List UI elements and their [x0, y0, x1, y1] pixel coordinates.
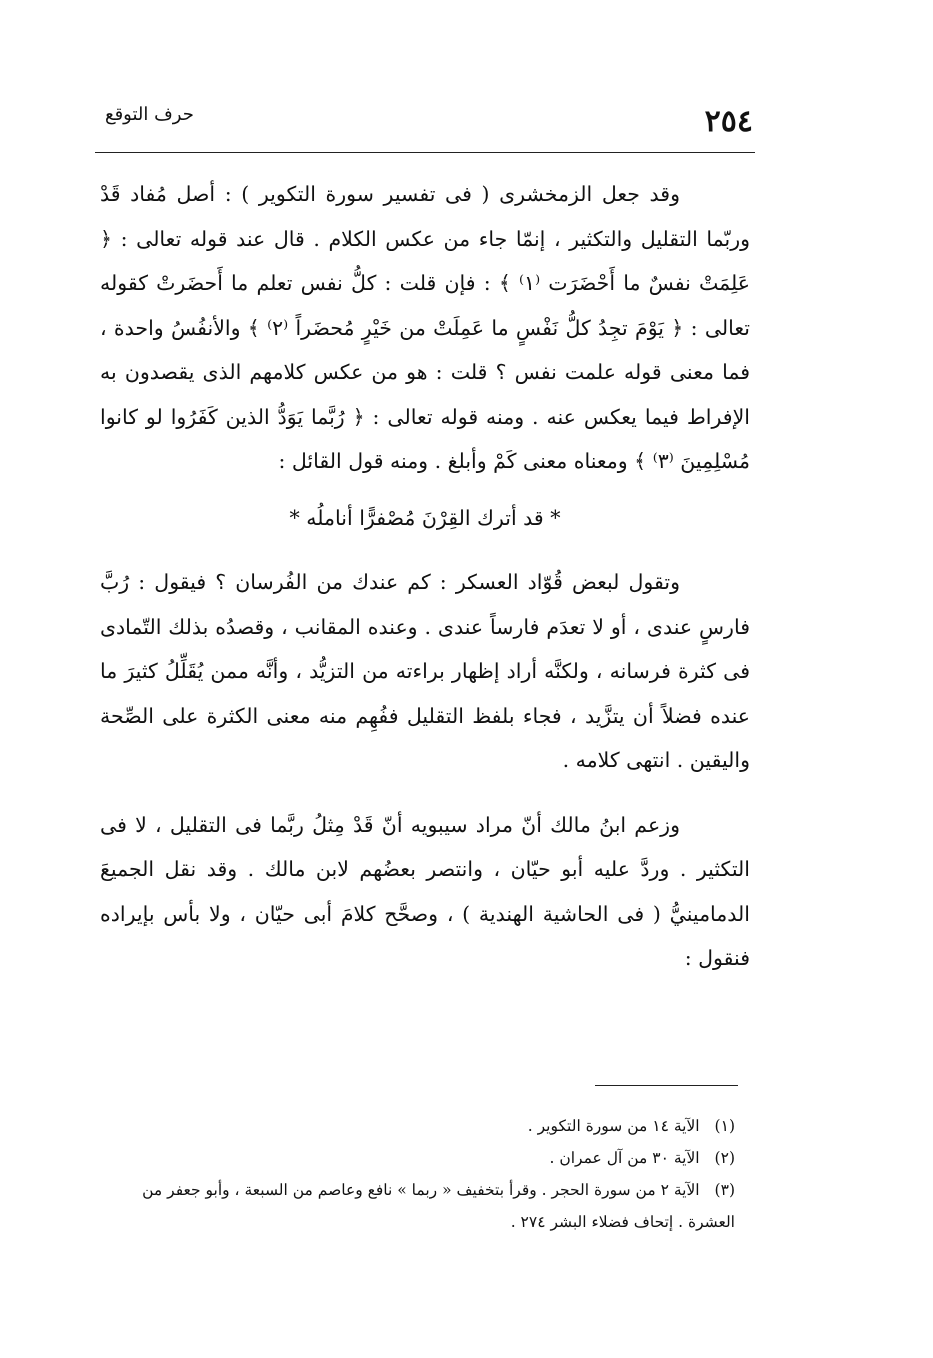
header-rule — [95, 152, 755, 153]
paragraph-1: وقد جعل الزمخشرى ( فى تفسير سورة التكوير ) : أصل مُفاد قَدْ وربّما التقليل والتكثير ، إنمّا جاء من عكس الكلام . قال عند قوله تعالى : ﴿ عَلِمَتْ نفسٌ ما أَحْضَرَت ⁽١⁾ ﴾ : فإن قلت : كلُّ نفس تعلم ما أَحضَرتْ كقوله تعالى : ﴿ يَوْمَ تجِدُ كلُّ نَفْسٍ ما عَمِلَتْ من خَيْرٍ مُحضَراً ⁽٢⁾ ﴾ والأنفُسُ واحدة ، فما معنى قوله علمت نفس ؟ قلت : هو من عكس كلامهم الذى يقصدون به الإفراط فيما يعكس عنه . ومنه قوله تعالى : ﴿ رُبَّما يَوَدُّ الذين كَفَرُوا لو كانوا مُسْلِمِينَ ⁽٣⁾ ﴾ ومعناه معنى كَمْ وأبلغ . ومنه قول القائل : — [100, 182, 750, 473]
footnote-text: الآية ٢ من سورة الحجر . وقرأ بتخفيف « ربما » نافع وعاصم من السبعة ، وأبو جعفر من العشرة . إتحاف فضلاء البشر ٢٧٤ . — [142, 1181, 735, 1231]
main-text — [100, 172, 750, 981]
footnote-1 — [95, 1110, 735, 1142]
footnote-text: الآية ١٤ من سورة التكوير . — [527, 1117, 700, 1135]
paragraph-3: وزعم ابنُ مالك أنّ مراد سيبويه أنّ قَدْ مِثلُ ربَّما فى التقليل ، لا فى التكثير . وردَّ عليه أبو حيّان ، وانتصر بعضُهم لابن مالك . وقد نقل الجميعَ الدمامينيُّ ( فى الحاشية الهندية ) ، وصحَّح كلامَ أبى حيّان ، ولا بأس بإيراده فنقول : — [100, 812, 750, 970]
footnote-2 — [95, 1142, 735, 1174]
footnote-text: الآية ٣٠ من آل عمران . — [549, 1149, 700, 1167]
running-head: حرف التوقع — [105, 104, 194, 125]
footnote-number: (٣) — [714, 1181, 735, 1199]
page-header — [95, 98, 753, 148]
footnote-3 — [95, 1174, 735, 1238]
footnote-rule — [595, 1085, 738, 1086]
verse-quote: * قد أترك القِرْنَ مُصْفرًّا أناملُه * — [289, 505, 561, 530]
page-number: ٢٥٤ — [704, 104, 753, 139]
footnote-number: (٢) — [714, 1149, 735, 1167]
paragraph-2: وتقول لبعض قُوّاد العسكر : كم عندك من الفُرسان ؟ فيقول : رُبَّ فارسٍ عندى ، أو لا تعدَم فارساً عندى . وعنده المقانب ، وقصدُه بذلك التّمادى فى كثرة فرسانه ، ولكنَّه أراد إظهار براءته من التزيُّد ، وأنَّه ممن يُقَلِّلُ كثيرَ ما عنده فضلاً أن يتزَّيد ، فجاء بلفظ التقليل ففُهِم منه معنى الكثرة على الصِّحة واليقين . انتهى كلامه . — [100, 570, 750, 772]
footnote-number: (١) — [714, 1117, 735, 1135]
footnotes — [95, 1110, 735, 1238]
